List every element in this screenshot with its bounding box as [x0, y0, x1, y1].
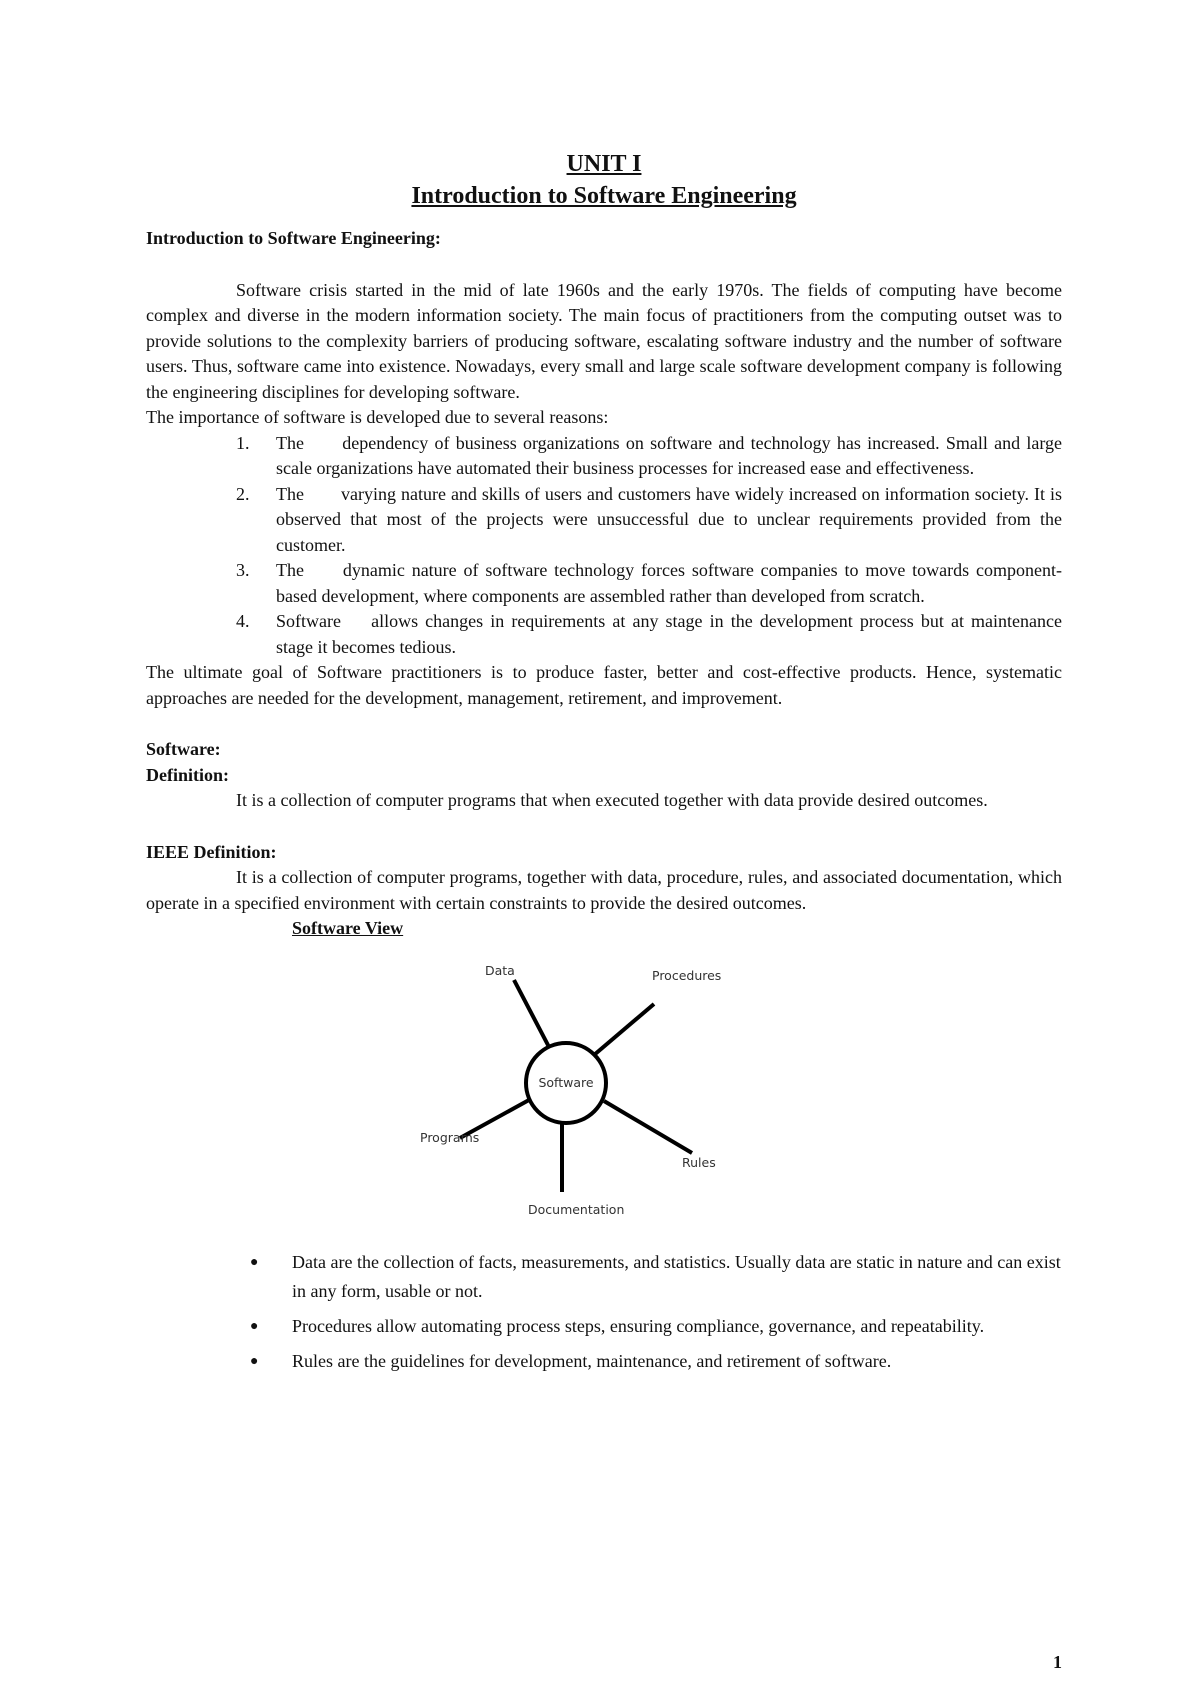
page-content [146, 148, 1062, 1382]
intro-paragraph: Software crisis started in the mid of late 1960s and the early 1970s. The fields of computing have become complex and diverse in the modern information society. The main focus of practitioners from the computing outset was to provide solutions to the complexity barriers of producing software, escalating software industry and the number of software users. Thus, software came into existence. Nowadays, every small and large scale software development company is following the engineering disciplines for developing software. [146, 279, 1062, 402]
reason-text: dynamic nature of software technology forces software companies to move towards component-based development, where components are assembled rather than developed from scratch. [276, 560, 1062, 606]
ieee-definition-text: It is a collection of computer programs, together with data, procedure, rules, and associated documentation, which operate in a specified environment with certain constraints to provide the desired outcomes. [146, 867, 1062, 913]
diagram-label-software: Software [538, 1074, 594, 1090]
reason-item [146, 558, 1062, 609]
component-bullets [146, 1248, 1062, 1376]
reason-number: 4. [236, 611, 250, 631]
ieee-heading: IEEE Definition: [146, 841, 277, 862]
diagram-line-data [514, 980, 549, 1047]
diagram-label-data: Data [485, 962, 515, 978]
reason-first-word: The [276, 560, 304, 580]
software-view-title: Software View [292, 918, 404, 938]
reason-number: 2. [236, 483, 250, 504]
bullet-dot: ● [250, 1254, 259, 1270]
bullet-item [146, 1347, 1062, 1376]
diagram-label-programs: Programs [420, 1129, 480, 1145]
page-number: 1 [1053, 1652, 1062, 1672]
reason-first-word: The [276, 483, 304, 504]
reason-item [146, 431, 1062, 482]
definition-text: It is a collection of computer programs that when executed together with data provide desired outcomes. [236, 790, 988, 810]
bullet-item [146, 1312, 1062, 1341]
diagram-label-documentation: Documentation [528, 1201, 625, 1217]
reason-first-word: Software [276, 611, 341, 631]
reason-item [146, 482, 1062, 559]
reasons-intro: The importance of software is developed due to several reasons: [146, 407, 609, 427]
bullet-dot: ● [250, 1318, 259, 1334]
software-view-diagram [416, 948, 776, 1228]
intro-heading: Introduction to Software Engineering: [146, 228, 441, 248]
software-heading: Software: [146, 739, 221, 759]
reason-number: 1. [236, 432, 250, 453]
unit-title: UNIT I [566, 151, 642, 177]
bullet-text: Data are the collection of facts, measurements, and statistics. Usually data are static in nature and can exist in any form, usable or not. [292, 1251, 1061, 1301]
diagram-label-rules: Rules [682, 1154, 716, 1170]
reason-text: dependency of business organizations on software and technology has increased. Small and large scale organizations have automated their business processes for increased ease and effectiveness. [276, 432, 1063, 478]
bullet-dot: ● [250, 1353, 259, 1369]
unit-subtitle: Introduction to Software Engineering [411, 183, 797, 209]
diagram-line-rules [604, 1101, 692, 1153]
reason-text: allows changes in requirements at any stage in the development process but at maintenance stage it becomes tedious. [276, 611, 1063, 657]
reason-first-word: The [276, 432, 304, 453]
reason-text: varying nature and skills of users and customers have widely increased on information society. It is observed that most of the projects were unsuccessful due to unclear requirements provided from the customer. [276, 483, 1062, 555]
reasons-list [146, 431, 1062, 661]
reason-number: 3. [236, 560, 250, 580]
bullet-item [146, 1248, 1062, 1306]
reason-item [146, 609, 1062, 660]
definition-heading: Definition: [146, 764, 229, 785]
diagram-line-procedures [594, 1004, 654, 1055]
intro-conclusion: The ultimate goal of Software practitioners is to produce faster, better and cost-effective products. Hence, systematic approaches are needed for the development, management, retirement, and improvement. [146, 662, 1062, 708]
bullet-text: Rules are the guidelines for development, maintenance, and retirement of software. [292, 1350, 892, 1371]
bullet-text: Procedures allow automating process steps, ensuring compliance, governance, and repeatability. [292, 1315, 985, 1336]
diagram-label-procedures: Procedures [652, 967, 722, 983]
